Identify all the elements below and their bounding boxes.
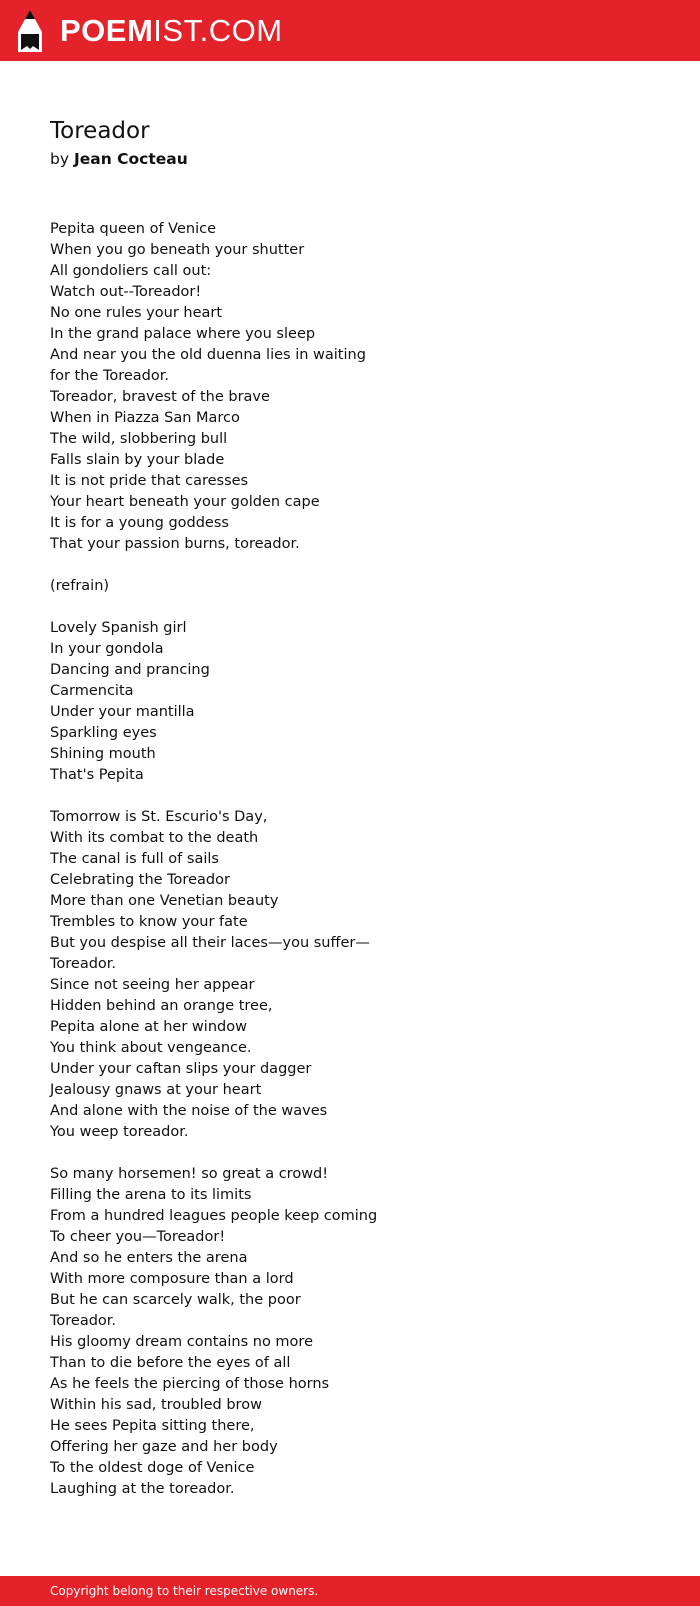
poem-line: Under your caftan slips your dagger (50, 1061, 312, 1077)
poem-line: Celebrating the Toreador (50, 872, 230, 888)
poem-line: Hidden behind an orange tree, (50, 998, 273, 1014)
poem-line: Since not seeing her appear (50, 977, 255, 993)
poem-line: That's Pepita (50, 767, 144, 783)
poem-line: Carmencita (50, 683, 134, 699)
poem-line: Toreador. (50, 956, 117, 972)
poem-line: It is not pride that caresses (50, 473, 249, 489)
poem-author: Jean Cocteau (73, 150, 188, 168)
poem-line: Lovely Spanish girl (50, 620, 187, 636)
site-logo[interactable] (18, 10, 283, 52)
poem-line: Toreador, bravest of the brave (50, 389, 270, 405)
poem-line: Watch out--Toreador! (50, 284, 202, 300)
poem-line: More than one Venetian beauty (50, 893, 279, 909)
poem-line: Than to die before the eyes of all (50, 1355, 291, 1371)
stanza-break (50, 786, 650, 807)
poem-line: Pepita alone at her window (50, 1019, 247, 1035)
poem-line: Jealousy gnaws at your heart (50, 1082, 262, 1098)
poem-line: His gloomy dream contains no more (50, 1334, 313, 1350)
poem-line: Filling the arena to its limits (50, 1187, 252, 1203)
poem-line: Toreador. (50, 1313, 117, 1329)
poem-line: Pepita queen of Venice (50, 221, 217, 237)
poem-line: The canal is full of sails (50, 851, 219, 867)
poem-line: When in Piazza San Marco (50, 410, 240, 426)
poem-line: Dancing and prancing (50, 662, 210, 678)
poem-line: You think about vengeance. (50, 1040, 252, 1056)
poem-content (50, 114, 650, 1500)
poem-line: Under your mantilla (50, 704, 195, 720)
poem-line: Within his sad, troubled brow (50, 1397, 262, 1413)
stanza-break (50, 1143, 650, 1164)
site-header (0, 0, 700, 61)
pencil-icon (18, 10, 42, 52)
poem-line: (refrain) (50, 578, 110, 594)
poem-line: No one rules your heart (50, 305, 223, 321)
poem-line: As he feels the piercing of those horns (50, 1376, 330, 1392)
poem-line: Laughing at the toreador. (50, 1481, 235, 1497)
poem-line: And near you the old duenna lies in waiting (50, 347, 366, 363)
logo-text-bold: POEM (60, 13, 154, 48)
copyright-notice: Copyright belong to their respective owners. (50, 1584, 319, 1598)
poem-line: That your passion burns, toreador. (50, 536, 300, 552)
poem-line: When you go beneath your shutter (50, 242, 305, 258)
poem-body (50, 219, 650, 1500)
poem-line: And so he enters the arena (50, 1250, 248, 1266)
logo-text-light: IST.COM (153, 13, 283, 48)
poem-line: With more composure than a lord (50, 1271, 294, 1287)
poem-line: In your gondola (50, 641, 164, 657)
poem-line: But you despise all their laces—you suffer— (50, 935, 370, 951)
poem-line: But he can scarcely walk, the poor (50, 1292, 301, 1308)
poem-line: It is for a young goddess (50, 515, 229, 531)
poem-line: Offering her gaze and her body (50, 1439, 278, 1455)
stanza-break (50, 555, 650, 576)
poem-line: In the grand palace where you sleep (50, 326, 316, 342)
poem-line: So many horsemen! so great a crowd! (50, 1166, 329, 1182)
poem-line: Your heart beneath your golden cape (50, 494, 320, 510)
poem-line: He sees Pepita sitting there, (50, 1418, 255, 1434)
poem-byline (50, 148, 650, 170)
poem-title: Toreador (50, 118, 150, 144)
poem-line: Falls slain by your blade (50, 452, 225, 468)
site-footer (0, 1576, 700, 1606)
stanza-break (50, 597, 650, 618)
poem-line: To cheer you—Toreador! (50, 1229, 226, 1245)
by-label: by (50, 150, 70, 168)
logo-text (60, 10, 283, 52)
poem-line: for the Toreador. (50, 368, 169, 384)
poem-line: Shining mouth (50, 746, 156, 762)
poem-line: Trembles to know your fate (50, 914, 248, 930)
poem-line: And alone with the noise of the waves (50, 1103, 328, 1119)
poem-line: You weep toreador. (50, 1124, 189, 1140)
poem-line: With its combat to the death (50, 830, 259, 846)
poem-line: All gondoliers call out: (50, 263, 212, 279)
poem-line: Tomorrow is St. Escurio's Day, (50, 809, 268, 825)
poem-line: From a hundred leagues people keep coming (50, 1208, 378, 1224)
poem-line: Sparkling eyes (50, 725, 157, 741)
poem-line: The wild, slobbering bull (50, 431, 228, 447)
poem-line: To the oldest doge of Venice (50, 1460, 255, 1476)
